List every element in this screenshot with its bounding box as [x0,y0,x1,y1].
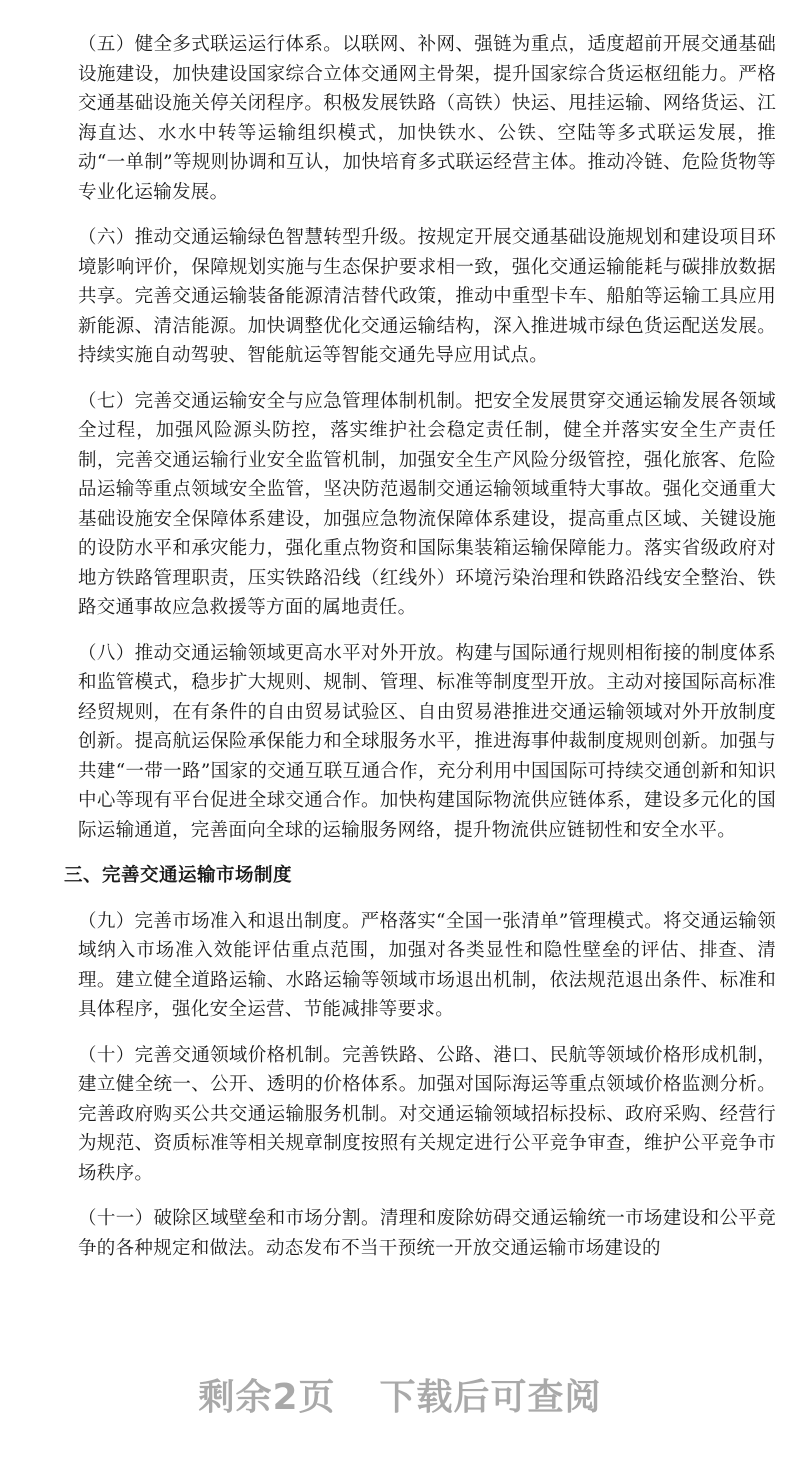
paragraph-9: （九）完善市场准入和退出制度。严格落实“全国一张清单”管理模式。将交通运输领域纳入市场准入效能评估重点范围，加强对各类显性和隐性壁垒的评估、排查、清理。建立健全道路运输、水路运输等领域市场退出机制，依法规范退出条件、标准和具体程序，强化安全运营、节能减排等要求。 [78,910,776,1020]
document-body [64,30,776,1279]
paragraph-7: （七）完善交通运输安全与应急管理体制机制。把安全发展贯穿交通运输发展各领域全过程，加强风险源头防控，落实维护社会稳定责任制，健全并落实安全生产责任制，完善交通运输行业安全监管机制，加强安全生产风险分级管控，强化旅客、危险品运输等重点领域安全监管，坚决防范遏制交通运输领域重特大事故。强化交通重大基础设施安全保障体系建设，加强应急物流保障体系建设，提高重点区域、关键设施的设防水平和承灾能力，强化重点物资和国际集装箱运输保障能力。落实省级政府对地方铁路管理职责，压实铁路沿线（红线外）环境污染治理和铁路沿线安全整治、铁路交通事故应急救援等方面的属地责任。 [78,390,776,618]
remaining-pages-label: 剩余2页 [198,1377,336,1418]
paragraph-11: （十一）破除区域壁垒和市场分割。清理和废除妨碍交通运输统一市场建设和公平竞争的各种规定和做法。动态发布不当干预统一开放交通运输市场建设的 [78,1208,776,1259]
paragraph-6: （六）推动交通运输绿色智慧转型升级。按规定开展交通基础设施规划和建设项目环境影响评价，保障规划实施与生态保护要求相一致，强化交通运输能耗与碳排放数据共享。完善交通运输装备能源清洁替代政策，推动中重型卡车、船舶等运输工具应用新能源、清洁能源。加快调整优化交通运输结构，深入推进城市绿色货运配送发展。持续实施自动驾驶、智能航运等智能交通先导应用试点。 [78,227,776,366]
paragraph-8: （八）推动交通运输领域更高水平对外开放。构建与国际通行规则相衔接的制度体系和监管模式，稳步扩大规则、规制、管理、标准等制度型开放。主动对接国际高标准经贸规则，在有条件的自由贸易试验区、自由贸易港推进交通运输领域对外开放制度创新。提高航运保险承保能力和全球服务水平，推进海事仲裁制度规则创新。加强与共建“一带一路”国家的交通互联互通合作，充分利用中国国际可持续交通创新和知识中心等现有平台促进全球交通合作。加快构建国际物流供应链体系，建设多元化的国际运输通道，完善面向全球的运输服务网络，提升物流供应链韧性和安全水平。 [78,642,776,841]
section-heading: 三、完善交通运输市场制度 [64,865,293,886]
download-prompt-banner[interactable] [0,1368,800,1428]
download-to-view-label: 下载后可查阅 [379,1377,602,1418]
paragraph-5: （五）健全多式联运运行体系。以联网、补网、强链为重点，适度超前开展交通基础设施建设，加快建设国家综合立体交通网主骨架，提升国家综合货运枢纽能力。严格交通基础设施关停关闭程序。积极发展铁路（高铁）快运、甩挂运输、网络货运、江海直达、水水中转等运输组织模式，加快铁水、公铁、空陆等多式联运发展，推动“一单制”等规则协调和互认，加快培育多式联运经营主体。推动冷链、危险货物等专业化运输发展。 [78,34,776,203]
paragraph-10: （十）完善交通领域价格机制。完善铁路、公路、港口、民航等领域价格形成机制，建立健全统一、公开、透明的价格体系。加强对国际海运等重点领域价格监测分析。完善政府购买公共交通运输服务机制。对交通运输领域招标投标、政府采购、经营行为规范、资质标准等相关规章制度按照有关规定进行公平竞争审查，维护公平竞争市场秩序。 [78,1044,776,1184]
